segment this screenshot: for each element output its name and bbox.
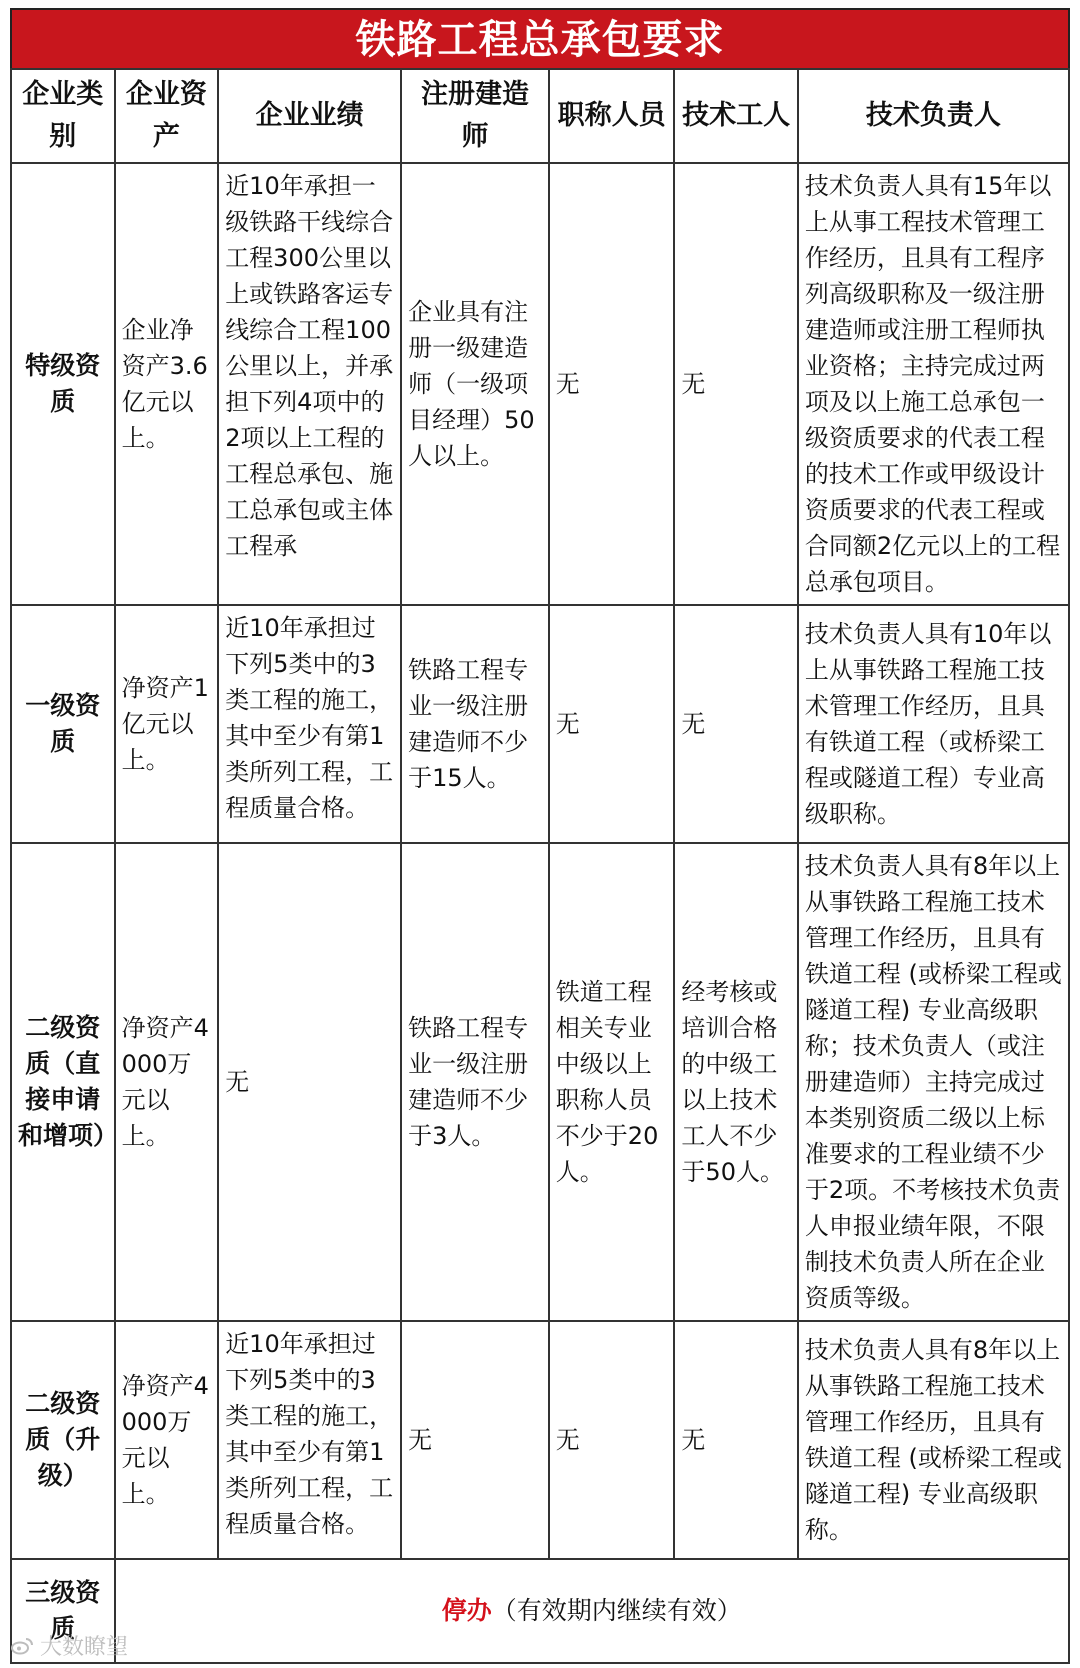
builders-cell: 无 bbox=[401, 1321, 549, 1559]
watermark-text: 大数瞭望 bbox=[40, 1635, 129, 1660]
performance-cell: 近10年承担一级铁路干线综合工程300公里以上或铁路客运专线综合工程100公里以上，并承担下列4项中的2项以上工程的工程总承包、施工总承包或主体工程承 bbox=[218, 163, 401, 605]
skilled-workers-cell: 无 bbox=[674, 1321, 797, 1559]
builders-cell: 铁路工程专业一级注册建造师不少于3人。 bbox=[401, 843, 549, 1321]
titled-staff-cell: 无 bbox=[549, 163, 675, 605]
category-cell: 二级资质（直接申请和增项） bbox=[11, 843, 115, 1321]
table-row bbox=[11, 1321, 1069, 1559]
assets-cell: 企业净资产3.6亿元以上。 bbox=[115, 163, 219, 605]
header-tech-lead: 技术负责人 bbox=[798, 69, 1069, 163]
assets-cell: 净资产4000万元以上。 bbox=[115, 843, 219, 1321]
watermark bbox=[10, 1630, 128, 1661]
header-titled-staff: 职称人员 bbox=[549, 69, 675, 163]
titled-staff-cell: 无 bbox=[549, 605, 675, 843]
skilled-workers-cell: 经考核或培训合格的中级工以上技术工人不少于50人。 bbox=[674, 843, 797, 1321]
assets-cell: 净资产1亿元以上。 bbox=[115, 605, 219, 843]
requirements-sheet bbox=[10, 8, 1070, 1664]
table-row bbox=[11, 163, 1069, 605]
titled-staff-cell: 无 bbox=[549, 1321, 675, 1559]
header-assets: 企业资产 bbox=[115, 69, 219, 163]
page-title: 铁路工程总承包要求 bbox=[10, 8, 1070, 68]
suspended-label: 停办 bbox=[441, 1596, 492, 1625]
skilled-workers-cell: 无 bbox=[674, 605, 797, 843]
header-builders: 注册建造师 bbox=[401, 69, 549, 163]
titled-staff-cell: 铁道工程相关专业中级以上职称人员不少于20人。 bbox=[549, 843, 675, 1321]
suspended-cell bbox=[115, 1559, 1069, 1663]
builders-cell: 铁路工程专业一级注册建造师不少于15人。 bbox=[401, 605, 549, 843]
skilled-workers-cell: 无 bbox=[674, 163, 797, 605]
category-cell: 一级资质 bbox=[11, 605, 115, 843]
tech-lead-cell: 技术负责人具有15年以上从事工程技术管理工作经历，且具有工程序列高级职称及一级注册建造师或注册工程师执业资格；主持完成过两项及以上施工总承包一级资质要求的代表工程的技术工作或甲级设计资质要求的代表工程或合同额2亿元以上的工程总承包项目。 bbox=[798, 163, 1069, 605]
weibo-logo-icon bbox=[10, 1637, 34, 1655]
performance-cell: 近10年承担过下列5类中的3类工程的施工，其中至少有第1类所列工程，工程质量合格。 bbox=[218, 1321, 401, 1559]
tech-lead-cell: 技术负责人具有8年以上从事铁路工程施工技术管理工作经历，且具有铁道工程 (或桥梁工程或隧道工程) 专业高级职称。 bbox=[798, 1321, 1069, 1559]
category-cell: 三级资质 bbox=[11, 1559, 115, 1663]
table-row bbox=[11, 605, 1069, 843]
assets-cell: 净资产4000万元以上。 bbox=[115, 1321, 219, 1559]
tech-lead-cell: 技术负责人具有10年以上从事铁路工程施工技术管理工作经历，且具有铁道工程（或桥梁工程或隧道工程）专业高级职称。 bbox=[798, 605, 1069, 843]
category-cell: 特级资质 bbox=[11, 163, 115, 605]
category-cell: 二级资质（升级） bbox=[11, 1321, 115, 1559]
header-category: 企业类别 bbox=[11, 69, 115, 163]
performance-cell: 无 bbox=[218, 843, 401, 1321]
table-row bbox=[11, 1559, 1069, 1663]
header-performance: 企业业绩 bbox=[218, 69, 401, 163]
tech-lead-cell: 技术负责人具有8年以上从事铁路工程施工技术管理工作经历，且具有铁道工程 (或桥梁工程或隧道工程) 专业高级职称；技术负责人（或注册建造师）主持完成过本类别资质二级以上标准要求的工程业绩不少于2项。不考核技术负责人申报业绩年限，不限制技术负责人所在企业资质等级。 bbox=[798, 843, 1069, 1321]
requirements-table bbox=[10, 68, 1070, 1664]
table-row bbox=[11, 843, 1069, 1321]
builders-cell: 企业具有注册一级建造师（一级项目经理）50人以上。 bbox=[401, 163, 549, 605]
suspended-note: （有效期内继续有效） bbox=[491, 1596, 742, 1625]
performance-cell: 近10年承担过下列5类中的3类工程的施工，其中至少有第1类所列工程，工程质量合格。 bbox=[218, 605, 401, 843]
header-skilled-workers: 技术工人 bbox=[674, 69, 797, 163]
header-row bbox=[11, 69, 1069, 163]
